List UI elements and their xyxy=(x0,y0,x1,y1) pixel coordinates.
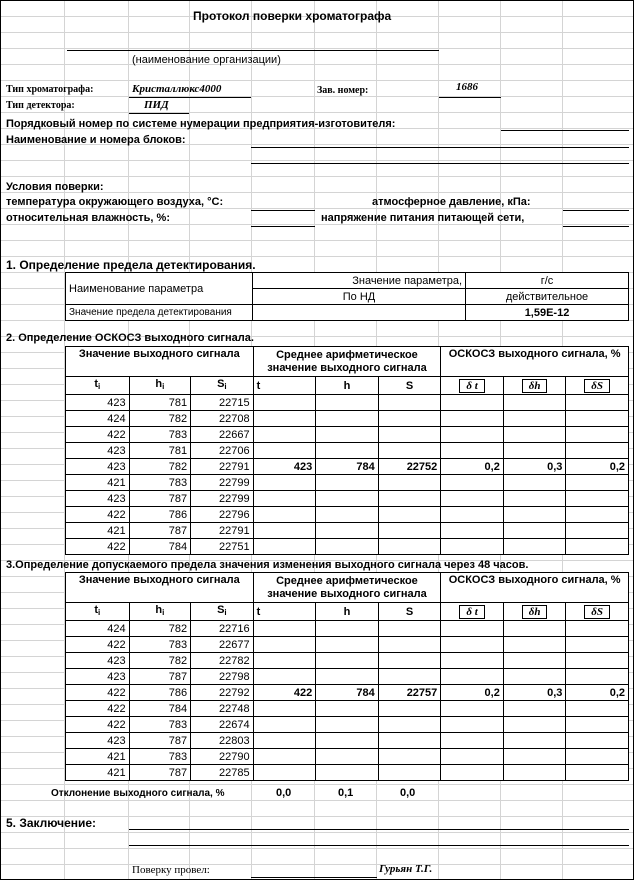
cell-s: 22791 xyxy=(191,523,254,539)
voltage-line xyxy=(563,226,629,227)
empty-cell xyxy=(503,523,566,539)
empty-cell xyxy=(378,523,441,539)
cell-t: 421 xyxy=(66,765,130,781)
col-mean-s: S xyxy=(378,603,441,621)
empty-cell xyxy=(441,717,504,733)
detection-limit-actual: 1,59Е-12 xyxy=(466,305,629,321)
empty-cell xyxy=(253,621,316,637)
mean-h: 784 xyxy=(316,685,379,701)
org-caption: (наименование организации) xyxy=(132,54,281,66)
empty-cell xyxy=(441,507,504,523)
cell-h: 781 xyxy=(129,395,191,411)
empty-cell xyxy=(441,443,504,459)
table-row xyxy=(66,621,629,637)
deviation-h: 0,1 xyxy=(338,787,354,799)
cell-s: 22796 xyxy=(191,507,254,523)
empty-cell xyxy=(316,523,379,539)
cell-h: 787 xyxy=(129,765,191,781)
empty-cell xyxy=(566,749,629,765)
cell-h: 787 xyxy=(129,669,191,685)
table-row xyxy=(66,459,629,475)
empty-cell xyxy=(253,701,316,717)
empty-cell xyxy=(503,733,566,749)
cell-s: 22799 xyxy=(191,475,254,491)
empty-cell xyxy=(441,427,504,443)
col-mean-s: S xyxy=(378,377,441,395)
cell-s: 22799 xyxy=(191,491,254,507)
chromatograph-label: Тип хроматографа: xyxy=(6,84,94,95)
ordinal-line xyxy=(501,130,629,131)
empty-cell xyxy=(378,749,441,765)
detection-limit-table xyxy=(65,272,629,321)
empty-cell xyxy=(316,669,379,685)
empty-cell xyxy=(503,395,566,411)
cell-h: 786 xyxy=(129,507,191,523)
nd-header: По НД xyxy=(253,289,466,305)
skosz-h: 0,3 xyxy=(503,459,566,475)
empty-cell xyxy=(503,765,566,781)
cell-t: 422 xyxy=(66,427,130,443)
empty-cell xyxy=(503,539,566,555)
param-unit-header: г/с xyxy=(466,273,629,289)
cell-h: 786 xyxy=(129,685,191,701)
temperature-line xyxy=(251,210,315,211)
cell-s: 22798 xyxy=(191,669,254,685)
col-delta-s: δS xyxy=(566,603,629,621)
empty-cell xyxy=(441,669,504,685)
empty-cell xyxy=(316,427,379,443)
cell-s: 22716 xyxy=(191,621,254,637)
empty-cell xyxy=(503,637,566,653)
empty-cell xyxy=(316,733,379,749)
empty-cell xyxy=(316,749,379,765)
col-ti: $t_i$ xyxy=(66,603,130,621)
col-mean-t: t xyxy=(253,603,316,621)
col-hi: $h_i$ xyxy=(129,377,191,395)
empty-cell xyxy=(566,765,629,781)
empty-cell xyxy=(441,475,504,491)
empty-cell xyxy=(378,491,441,507)
table-row xyxy=(66,637,629,653)
ordinal-label: Порядковый номер по системе нумерации предприятия-изготовителя: xyxy=(6,118,396,130)
serial-value: 1686 xyxy=(456,81,478,93)
table-row xyxy=(66,653,629,669)
col-mean-h: h xyxy=(316,377,379,395)
empty-cell xyxy=(566,443,629,459)
col-ti: $t_i$ xyxy=(66,377,130,395)
verifier-name: Гурьян Т.Г. xyxy=(379,863,433,875)
skosz-h: 0,3 xyxy=(503,685,566,701)
skosz-header: ОСКОСЗ выходного сигнала, % xyxy=(441,347,629,377)
cell-t: 423 xyxy=(66,459,130,475)
cell-h: 782 xyxy=(129,459,191,475)
empty-cell xyxy=(503,443,566,459)
table-row xyxy=(66,685,629,701)
empty-cell xyxy=(503,491,566,507)
empty-cell xyxy=(566,669,629,685)
table-row xyxy=(66,733,629,749)
empty-cell xyxy=(441,765,504,781)
empty-cell xyxy=(441,621,504,637)
empty-cell xyxy=(316,443,379,459)
cell-h: 787 xyxy=(129,733,191,749)
cell-t: 424 xyxy=(66,621,130,637)
empty-cell xyxy=(566,621,629,637)
cell-s: 22674 xyxy=(191,717,254,733)
deviation-label: Отклонение выходного сигнала, % xyxy=(51,788,225,799)
empty-cell xyxy=(316,621,379,637)
empty-cell xyxy=(316,701,379,717)
actual-header: действительное xyxy=(466,289,629,305)
table-row xyxy=(66,507,629,523)
conditions-title: Условия поверки: xyxy=(6,181,104,193)
detector-label: Тип детектора: xyxy=(6,100,75,111)
cell-h: 783 xyxy=(129,427,191,443)
empty-cell xyxy=(253,411,316,427)
empty-cell xyxy=(253,395,316,411)
empty-cell xyxy=(316,475,379,491)
empty-cell xyxy=(378,669,441,685)
conclusion-title: 5. Заключение: xyxy=(6,816,97,830)
empty-cell xyxy=(441,653,504,669)
serial-line xyxy=(439,97,501,98)
skosz-table xyxy=(65,346,629,555)
empty-cell xyxy=(378,701,441,717)
cell-s: 22748 xyxy=(191,701,254,717)
empty-cell xyxy=(441,523,504,539)
cell-t: 422 xyxy=(66,701,130,717)
cell-h: 782 xyxy=(129,411,191,427)
cell-t: 421 xyxy=(66,749,130,765)
cell-s: 22708 xyxy=(191,411,254,427)
empty-cell xyxy=(378,653,441,669)
empty-cell xyxy=(253,443,316,459)
cell-t: 422 xyxy=(66,539,130,555)
serial-label: Зав. номер: xyxy=(317,85,369,96)
cell-t: 421 xyxy=(66,523,130,539)
empty-cell xyxy=(378,621,441,637)
mean-s: 22757 xyxy=(378,685,441,701)
cell-s: 22790 xyxy=(191,749,254,765)
empty-cell xyxy=(253,475,316,491)
col-delta-h: δh xyxy=(503,377,566,395)
cell-h: 784 xyxy=(129,539,191,555)
table-row xyxy=(66,443,629,459)
empty-cell xyxy=(378,733,441,749)
empty-cell xyxy=(503,669,566,685)
empty-cell xyxy=(503,427,566,443)
cell-s: 22785 xyxy=(191,765,254,781)
deviation-s: 0,0 xyxy=(400,787,416,799)
cell-h: 782 xyxy=(129,653,191,669)
empty-cell xyxy=(566,427,629,443)
empty-cell xyxy=(316,653,379,669)
empty-cell xyxy=(316,491,379,507)
empty-cell xyxy=(566,491,629,507)
mean-t: 423 xyxy=(253,459,316,475)
empty-cell xyxy=(316,411,379,427)
cell-h: 782 xyxy=(129,621,191,637)
empty-cell xyxy=(378,507,441,523)
section2-title: 2. Определение ОСКОСЗ выходного сигнала. xyxy=(6,332,254,344)
empty-cell xyxy=(503,411,566,427)
col-mean-h: h xyxy=(316,603,379,621)
pressure-line xyxy=(563,210,629,211)
empty-cell xyxy=(441,395,504,411)
empty-cell xyxy=(503,507,566,523)
empty-cell xyxy=(378,539,441,555)
pressure-label: атмосферное давление, кПа: xyxy=(372,196,531,208)
empty-cell xyxy=(253,669,316,685)
empty-cell xyxy=(566,523,629,539)
empty-cell xyxy=(503,701,566,717)
table-row xyxy=(66,717,629,733)
chromatograph-value: Кристаллюкс4000 xyxy=(132,83,222,95)
empty-cell xyxy=(441,411,504,427)
col-delta-s: δS xyxy=(566,377,629,395)
table-row xyxy=(66,491,629,507)
empty-cell xyxy=(253,523,316,539)
empty-cell xyxy=(441,701,504,717)
cell-h: 783 xyxy=(129,475,191,491)
verified-by-label: Поверку провел: xyxy=(132,864,210,876)
deviation-t: 0,0 xyxy=(276,787,292,799)
conclusion-line-2 xyxy=(129,845,629,846)
cell-h: 787 xyxy=(129,491,191,507)
empty-cell xyxy=(378,717,441,733)
org-name-line xyxy=(67,50,439,51)
signature-line xyxy=(251,877,377,878)
cell-t: 421 xyxy=(66,475,130,491)
empty-cell xyxy=(441,539,504,555)
cell-t: 423 xyxy=(66,653,130,669)
table-row xyxy=(66,523,629,539)
empty-cell xyxy=(253,653,316,669)
page-title: Протокол поверки хроматографа xyxy=(193,9,392,23)
cell-h: 784 xyxy=(129,701,191,717)
mean-header: Среднее арифметическое значение выходного сигнала xyxy=(253,573,441,603)
cell-t: 424 xyxy=(66,411,130,427)
cell-s: 22803 xyxy=(191,733,254,749)
table-row xyxy=(66,765,629,781)
skosz-t: 0,2 xyxy=(441,685,504,701)
voltage-label: напряжение питания питающей сети, xyxy=(321,212,525,224)
cell-h: 787 xyxy=(129,523,191,539)
empty-cell xyxy=(378,765,441,781)
col-si: $S_i$ xyxy=(191,603,254,621)
empty-cell xyxy=(253,749,316,765)
empty-cell xyxy=(378,443,441,459)
cell-h: 783 xyxy=(129,637,191,653)
mean-header: Среднее арифметическое значение выходного сигнала xyxy=(253,347,441,377)
mean-h: 784 xyxy=(316,459,379,475)
blocks-line-2 xyxy=(251,163,629,164)
table-row xyxy=(66,411,629,427)
empty-cell xyxy=(253,765,316,781)
cell-t: 422 xyxy=(66,717,130,733)
cell-t: 422 xyxy=(66,637,130,653)
empty-cell xyxy=(503,749,566,765)
cell-h: 783 xyxy=(129,749,191,765)
table-row xyxy=(66,427,629,443)
detection-limit-label: Значение предела детектирования xyxy=(66,305,253,321)
param-name-header: Наименование параметра xyxy=(66,273,253,305)
temperature-label: температура окружающего воздуха, °С: xyxy=(6,196,224,208)
blocks-line-1 xyxy=(251,147,629,148)
col-delta-t: δ t xyxy=(441,603,504,621)
cell-h: 781 xyxy=(129,443,191,459)
empty-cell xyxy=(503,653,566,669)
skosz-t: 0,2 xyxy=(441,459,504,475)
detector-value: ПИД xyxy=(144,99,169,111)
col-si: $S_i$ xyxy=(191,377,254,395)
col-delta-h: δh xyxy=(503,603,566,621)
col-delta-t: δ t xyxy=(441,377,504,395)
empty-cell xyxy=(566,733,629,749)
empty-cell xyxy=(566,539,629,555)
humidity-line xyxy=(251,226,315,227)
empty-cell xyxy=(566,701,629,717)
cell-s: 22792 xyxy=(191,685,254,701)
empty-cell xyxy=(566,475,629,491)
table-row xyxy=(66,701,629,717)
skosz-s: 0,2 xyxy=(566,685,629,701)
empty-cell xyxy=(566,411,629,427)
cell-t: 423 xyxy=(66,669,130,685)
cell-h: 783 xyxy=(129,717,191,733)
cell-t: 423 xyxy=(66,491,130,507)
section1-title: 1. Определение предела детектирования. xyxy=(6,258,256,272)
cell-s: 22706 xyxy=(191,443,254,459)
table-row xyxy=(66,749,629,765)
cell-s: 22677 xyxy=(191,637,254,653)
skosz-s: 0,2 xyxy=(566,459,629,475)
empty-cell xyxy=(316,637,379,653)
table-row xyxy=(66,475,629,491)
output-signal-header: Значение выходного сигнала xyxy=(66,347,254,377)
detection-limit-nd xyxy=(253,305,466,321)
param-value-header: Значение параметра, xyxy=(253,273,466,289)
col-mean-t: t xyxy=(253,377,316,395)
cell-s: 22667 xyxy=(191,427,254,443)
empty-cell xyxy=(441,491,504,507)
chromatograph-line xyxy=(129,97,251,98)
cell-t: 423 xyxy=(66,443,130,459)
cell-s: 22751 xyxy=(191,539,254,555)
humidity-label: относительная влажность, %: xyxy=(6,212,170,224)
mean-t: 422 xyxy=(253,685,316,701)
section3-title: 3.Определение допускаемого предела значения изменения выходного сигнала через 48 часов. xyxy=(6,559,529,571)
empty-cell xyxy=(253,733,316,749)
empty-cell xyxy=(503,621,566,637)
skosz-header: ОСКОСЗ выходного сигнала, % xyxy=(441,573,629,603)
conclusion-line-1 xyxy=(129,829,629,830)
empty-cell xyxy=(566,653,629,669)
empty-cell xyxy=(316,507,379,523)
empty-cell xyxy=(566,637,629,653)
empty-cell xyxy=(253,539,316,555)
empty-cell xyxy=(253,637,316,653)
empty-cell xyxy=(253,491,316,507)
empty-cell xyxy=(316,765,379,781)
empty-cell xyxy=(503,717,566,733)
empty-cell xyxy=(378,427,441,443)
table-row xyxy=(66,669,629,685)
empty-cell xyxy=(441,733,504,749)
empty-cell xyxy=(441,637,504,653)
cell-s: 22782 xyxy=(191,653,254,669)
empty-cell xyxy=(566,507,629,523)
empty-cell xyxy=(253,507,316,523)
cell-s: 22715 xyxy=(191,395,254,411)
detector-line xyxy=(129,113,189,114)
empty-cell xyxy=(378,637,441,653)
empty-cell xyxy=(316,395,379,411)
cell-t: 423 xyxy=(66,395,130,411)
output-signal-header: Значение выходного сигнала xyxy=(66,573,254,603)
empty-cell xyxy=(316,717,379,733)
mean-s: 22752 xyxy=(378,459,441,475)
empty-cell xyxy=(566,717,629,733)
empty-cell xyxy=(378,475,441,491)
empty-cell xyxy=(378,395,441,411)
empty-cell xyxy=(253,717,316,733)
empty-cell xyxy=(316,539,379,555)
table-row xyxy=(66,395,629,411)
empty-cell xyxy=(253,427,316,443)
cell-t: 422 xyxy=(66,685,130,701)
col-hi: $h_i$ xyxy=(129,603,191,621)
cell-s: 22791 xyxy=(191,459,254,475)
empty-cell xyxy=(566,395,629,411)
drift-table xyxy=(65,572,629,781)
empty-cell xyxy=(378,411,441,427)
empty-cell xyxy=(503,475,566,491)
table-row xyxy=(66,539,629,555)
cell-t: 423 xyxy=(66,733,130,749)
blocks-label: Наименование и номера блоков: xyxy=(6,134,186,146)
empty-cell xyxy=(441,749,504,765)
cell-t: 422 xyxy=(66,507,130,523)
